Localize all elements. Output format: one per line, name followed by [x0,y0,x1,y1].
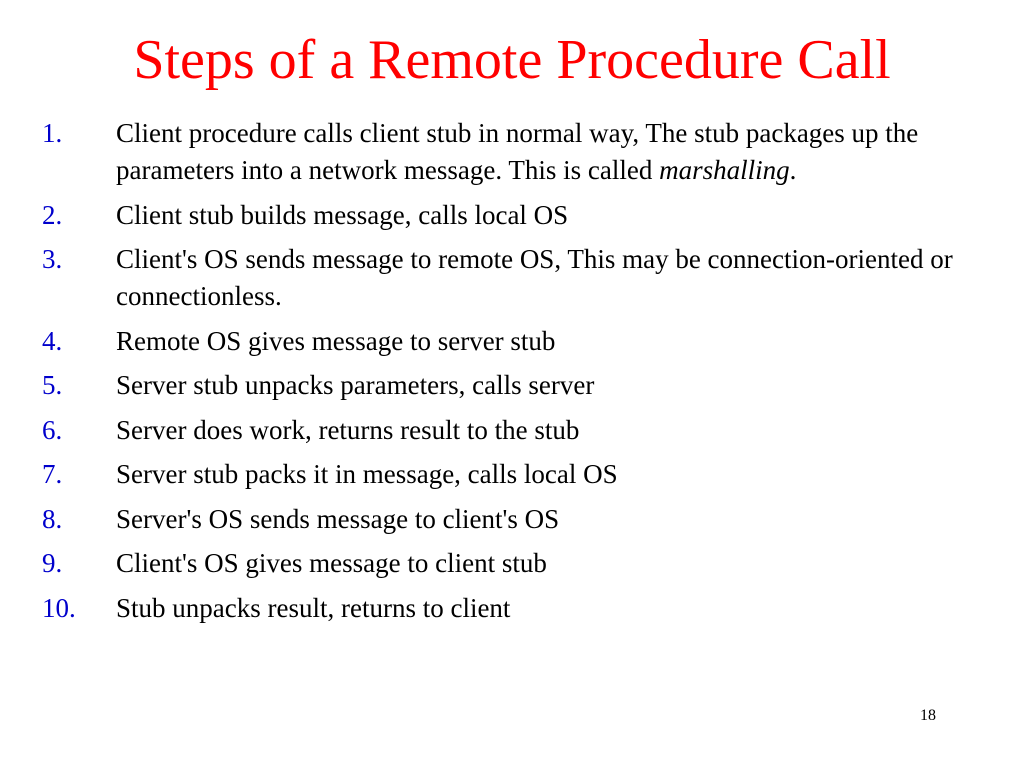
step-number: 9. [42,548,63,578]
step-item [42,412,982,449]
step-emphasis: marshalling [659,155,790,185]
step-text-suffix: . [789,155,797,185]
step-number: 4. [42,325,63,356]
step-text [116,115,982,189]
page-number: 18 [920,707,936,724]
step-number: 10. [42,592,76,623]
step-text-main: Client procedure calls client stub in normal way, The stub packages up the parameters into a network message. This is called [116,118,919,185]
step-item [42,456,982,493]
step-number: 8. [42,503,63,534]
step-text: Server stub unpacks parameters, calls server [116,370,595,400]
step-text: Remote OS gives message to server stub [116,325,556,356]
step-text: Server's OS sends message to client's OS [116,503,560,534]
step-item [42,545,982,582]
step-number: 6. [42,414,63,445]
step-text: Client stub builds message, calls local OS [116,199,569,230]
step-item [42,323,982,360]
step-number: 5. [42,370,63,400]
step-text: Stub unpacks result, returns to client [116,592,511,623]
step-item [42,241,982,315]
step-text: Server stub packs it in message, calls local OS [116,459,618,489]
step-item [42,367,982,404]
step-item [42,115,982,189]
step-text: Server does work, returns result to the stub [116,414,580,445]
slide-title: Steps of a Remote Procedure Call [133,29,891,91]
step-number: 2. [42,199,63,230]
step-item [42,501,982,538]
steps-list [42,115,982,634]
step-text: Client's OS gives message to client stub [116,548,547,578]
step-item [42,590,982,627]
step-text: Client's OS sends message to remote OS, This may be connection-oriented or connectionless. [116,244,953,311]
step-number: 3. [42,244,63,274]
step-item [42,197,982,234]
step-number: 1. [42,118,63,148]
step-number: 7. [42,459,63,489]
